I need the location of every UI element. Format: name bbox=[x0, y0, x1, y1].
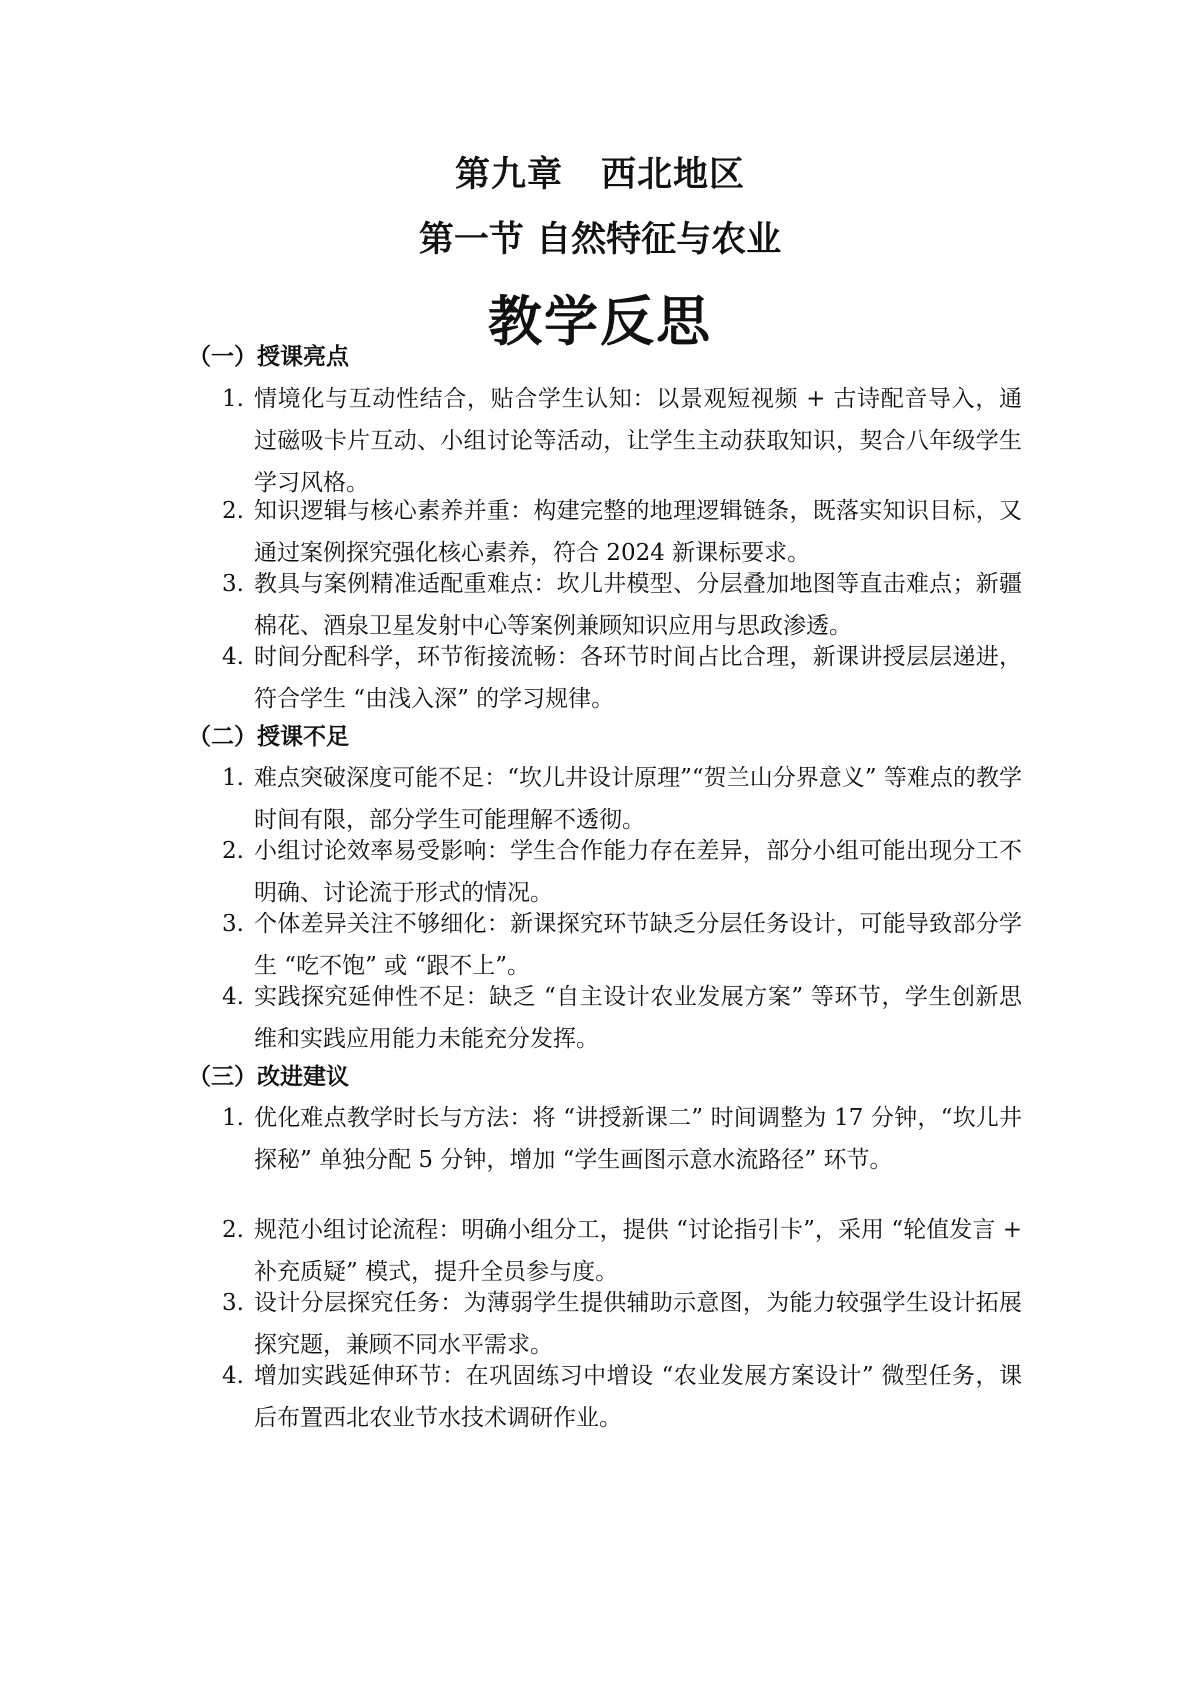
list-item bbox=[222, 563, 1022, 647]
document-title: 教学反思 bbox=[488, 290, 712, 353]
list-item bbox=[222, 1355, 1022, 1439]
chapter-number: 第九章 bbox=[454, 155, 563, 195]
list-item bbox=[222, 636, 1022, 720]
item-text: 增加实践延伸环节：在巩固练习中增设 “农业发展方案设计” 微型任务，课后布置西北农业节水技术调研作业。 bbox=[254, 1363, 1022, 1431]
list-item bbox=[222, 378, 1022, 504]
item-number: 3. bbox=[222, 911, 244, 937]
item-text: 个体差异关注不够细化：新课探究环节缺乏分层任务设计，可能导致部分学生 “吃不饱” 或 “跟不上”。 bbox=[254, 911, 1022, 979]
item-number: 1. bbox=[222, 765, 244, 791]
item-text: 优化难点教学时长与方法：将 “讲授新课二” 时间调整为 17 分钟，“坎儿井探秘” 单独分配 5 分钟，增加 “学生画图示意水流路径” 环节。 bbox=[254, 1105, 1022, 1173]
item-number: 1. bbox=[222, 1105, 244, 1131]
item-number: 2. bbox=[222, 498, 244, 524]
list-item bbox=[222, 976, 1022, 1060]
section-title: 第一节 自然特征与农业 bbox=[418, 220, 782, 260]
item-number: 4. bbox=[222, 984, 244, 1010]
item-text: 情境化与互动性结合，贴合学生认知：以景观短视频 + 古诗配音导入，通过磁吸卡片互动、小组讨论等活动，让学生主动获取知识，契合八年级学生学习风格。 bbox=[254, 386, 1022, 496]
item-text: 知识逻辑与核心素养并重：构建完整的地理逻辑链条，既落实知识目标，又通过案例探究强化核心素养，符合 2024 新课标要求。 bbox=[254, 498, 1022, 566]
item-text: 实践探究延伸性不足：缺乏 “自主设计农业发展方案” 等环节，学生创新思维和实践应用能力未能充分发挥。 bbox=[254, 984, 1022, 1052]
item-number: 1. bbox=[222, 386, 244, 412]
list-item bbox=[222, 903, 1022, 987]
list-item bbox=[222, 1282, 1022, 1366]
item-number: 3. bbox=[222, 1290, 244, 1316]
item-text: 难点突破深度可能不足：“坎儿井设计原理”“贺兰山分界意义” 等难点的教学时间有限，部分学生可能理解不透彻。 bbox=[254, 765, 1022, 833]
list-item bbox=[222, 1209, 1022, 1293]
item-text: 规范小组讨论流程：明确小组分工，提供 “讨论指引卡”，采用 “轮值发言 + 补充质疑” 模式，提升全员参与度。 bbox=[254, 1217, 1022, 1285]
item-number: 3. bbox=[222, 571, 244, 597]
chapter-region: 西北地区 bbox=[601, 155, 746, 195]
list-item bbox=[222, 830, 1022, 914]
item-number: 2. bbox=[222, 838, 244, 864]
list-item bbox=[222, 490, 1022, 574]
section-heading-highlights: （一）授课亮点 bbox=[188, 344, 349, 370]
item-text: 时间分配科学，环节衔接流畅：各环节时间占比合理，新课讲授层层递进，符合学生 “由浅入深” 的学习规律。 bbox=[254, 644, 1022, 712]
section-heading-shortcomings: （二）授课不足 bbox=[188, 724, 349, 750]
item-number: 4. bbox=[222, 1363, 244, 1389]
item-text: 教具与案例精准适配重难点：坎儿井模型、分层叠加地图等直击难点；新疆棉花、酒泉卫星发射中心等案例兼顾知识应用与思政渗透。 bbox=[254, 571, 1022, 639]
item-text: 设计分层探究任务：为薄弱学生提供辅助示意图，为能力较强学生设计拓展探究题，兼顾不同水平需求。 bbox=[254, 1290, 1022, 1358]
list-item bbox=[222, 757, 1022, 841]
item-number: 4. bbox=[222, 644, 244, 670]
section-heading-suggestions: （三）改进建议 bbox=[188, 1064, 349, 1090]
item-number: 2. bbox=[222, 1217, 244, 1243]
item-text: 小组讨论效率易受影响：学生合作能力存在差异，部分小组可能出现分工不明确、讨论流于形式的情况。 bbox=[254, 838, 1022, 906]
list-item bbox=[222, 1097, 1022, 1181]
chapter-title bbox=[0, 153, 1200, 197]
